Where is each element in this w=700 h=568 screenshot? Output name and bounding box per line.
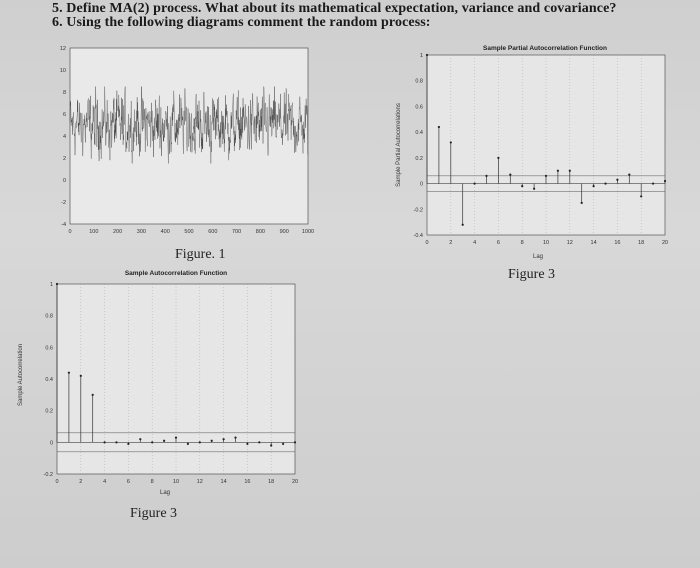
figure-1-y-tick: 8 <box>62 90 66 96</box>
figure-1-x-tick: 200 <box>113 229 123 235</box>
figure-3-x-tick: 16 <box>614 240 621 246</box>
figure-3-caption: Figure 3 <box>508 267 556 282</box>
figure-2-x-tick: 12 <box>196 479 203 485</box>
figure-3-marker <box>426 54 428 56</box>
figure-3-x-tick: 8 <box>520 240 524 246</box>
figure-3-title: Sample Partial Autocorrelation Function <box>483 45 607 52</box>
figure-2-y-tick: 0.6 <box>45 345 53 352</box>
figure-2-y-tick: 0.2 <box>45 408 53 415</box>
figure-3-marker <box>593 185 595 187</box>
figure-3-y-tick: 0.4 <box>415 130 423 137</box>
figure-3-x-tick: 20 <box>661 240 669 246</box>
figure-2-marker <box>56 283 58 285</box>
figure-2-x-tick: 18 <box>268 479 275 485</box>
figure-1-x-tick: 300 <box>136 229 146 235</box>
figure-3-x-tick: 12 <box>566 240 573 246</box>
figure-2-y-tick: -0.2 <box>43 472 53 478</box>
figure-3-y-tick: -0.4 <box>413 233 423 239</box>
figure-2-marker <box>80 375 82 377</box>
figure-3-pacf <box>396 45 668 282</box>
figure-1-y-tick: -4 <box>61 222 66 228</box>
figure-3-marker <box>533 188 535 190</box>
figure-3-marker <box>616 179 618 181</box>
figure-2-x-tick: 16 <box>244 479 251 485</box>
figure-2-marker <box>151 441 153 443</box>
figure-2-x-tick: 6 <box>126 479 130 485</box>
figure-2-x-tick: 4 <box>103 479 107 485</box>
figure-3-x-tick: 18 <box>638 240 645 246</box>
figure-2-marker <box>187 443 189 445</box>
figure-3-x-tick: 6 <box>496 240 500 246</box>
figure-3-marker <box>462 224 464 226</box>
figure-1-caption: Figure. 1 <box>175 247 226 262</box>
figure-1-y-tick: -2 <box>61 200 66 206</box>
figure-1-x-tick: 800 <box>255 229 265 235</box>
figure-2-x-tick: 8 <box>150 479 154 485</box>
figure-3-marker <box>485 175 487 177</box>
figure-3-marker <box>521 185 523 187</box>
question-6: 6. Using the following diagrams comment the random process: <box>52 15 431 30</box>
figure-2-xlabel: Lag <box>159 490 171 496</box>
figure-1-y-tick: 2 <box>62 156 66 162</box>
figure-3-x-tick: 14 <box>590 240 597 246</box>
figure-2-marker <box>223 438 225 440</box>
figure-3-marker <box>438 126 440 128</box>
figure-2-marker <box>199 441 201 443</box>
figure-2-marker <box>258 441 260 443</box>
figure-2-marker <box>68 372 70 374</box>
figure-2-marker <box>92 394 94 396</box>
question-5: 5. Define MA(2) process. What about its mathematical expectation, variance and covariance? <box>52 1 617 16</box>
figure-3-y-tick: 0.2 <box>415 155 423 162</box>
figure-2-plot-area <box>57 284 295 474</box>
figure-1-y-tick: 12 <box>59 46 66 52</box>
figure-2-marker <box>270 444 272 446</box>
figure-2-marker <box>163 440 165 442</box>
figure-1-x-tick: 100 <box>89 229 99 235</box>
figure-1-y-tick: 6 <box>62 112 66 118</box>
figure-2-marker <box>127 443 129 445</box>
figure-1-x-tick: 500 <box>184 229 194 235</box>
figure-2-marker <box>234 436 236 438</box>
figure-3-marker <box>604 182 606 184</box>
figure-3-x-tick: 10 <box>542 240 550 246</box>
figure-2-marker <box>175 436 177 438</box>
figure-1-y-tick: 4 <box>62 134 66 140</box>
figure-3-marker <box>557 170 559 172</box>
figure-2-y-tick: 0.8 <box>45 313 53 320</box>
figure-3-y-tick: 0.8 <box>415 78 423 85</box>
figure-1-x-tick: 900 <box>279 229 289 235</box>
figure-1-x-tick: 1000 <box>301 229 315 235</box>
figure-3-marker <box>628 173 630 175</box>
figure-2-x-tick: 14 <box>220 479 227 485</box>
figure-3-y-tick: 0 <box>419 181 423 188</box>
figure-3-marker <box>509 173 511 175</box>
figure-3-marker <box>664 180 666 182</box>
figure-3-x-tick: 0 <box>425 240 429 246</box>
figure-2-marker <box>282 443 284 445</box>
figure-1-x-tick: 700 <box>232 229 242 235</box>
figure-2-caption: Figure 3 <box>130 506 178 521</box>
figure-1-x-tick: 0 <box>68 229 72 235</box>
figure-2-acf <box>18 270 298 521</box>
figure-2-marker <box>104 441 106 443</box>
figure-2-marker <box>294 441 296 443</box>
figure-2-ylabel: Sample Autocorrelation <box>18 343 24 407</box>
figure-2-marker <box>211 440 213 442</box>
figure-3-y-tick: 0.6 <box>415 104 423 111</box>
figure-1-x-tick: 400 <box>160 229 170 235</box>
figure-2-marker <box>139 438 141 440</box>
figure-3-x-tick: 4 <box>473 240 477 246</box>
figure-2-x-tick: 2 <box>79 479 83 485</box>
figure-2-x-tick: 0 <box>55 479 59 485</box>
figure-3-marker <box>581 202 583 204</box>
figure-2-marker <box>115 441 117 443</box>
figure-2-x-tick: 10 <box>172 479 180 485</box>
figure-2-marker <box>246 443 248 445</box>
figure-1-x-tick: 600 <box>208 229 218 235</box>
figure-2-title: Sample Autocorrelation Function <box>124 270 228 277</box>
figure-3-marker <box>652 182 654 184</box>
figure-3-x-tick: 2 <box>449 240 453 246</box>
figure-3-marker <box>545 175 547 177</box>
figure-1-y-tick: 0 <box>62 178 66 184</box>
figure-3-marker <box>474 182 476 184</box>
figure-3-marker <box>497 157 499 159</box>
figure-3-marker <box>640 195 642 197</box>
figure-3-marker <box>569 170 571 172</box>
figure-3-ylabel: Sample Partial Autocorrelations <box>396 103 402 187</box>
figure-3-xlabel: Lag <box>532 254 544 260</box>
figure-2-y-tick: 1 <box>49 282 53 288</box>
figure-1-time-series <box>60 46 314 262</box>
figure-3-y-tick: -0.2 <box>413 207 423 214</box>
figure-3-y-tick: 1 <box>419 53 423 59</box>
figure-1-y-tick: 10 <box>59 68 66 74</box>
figure-2-y-tick: 0.4 <box>45 377 53 383</box>
figure-3-marker <box>450 141 452 143</box>
figure-2-y-tick: 0 <box>49 440 53 447</box>
figure-2-x-tick: 20 <box>291 479 299 485</box>
